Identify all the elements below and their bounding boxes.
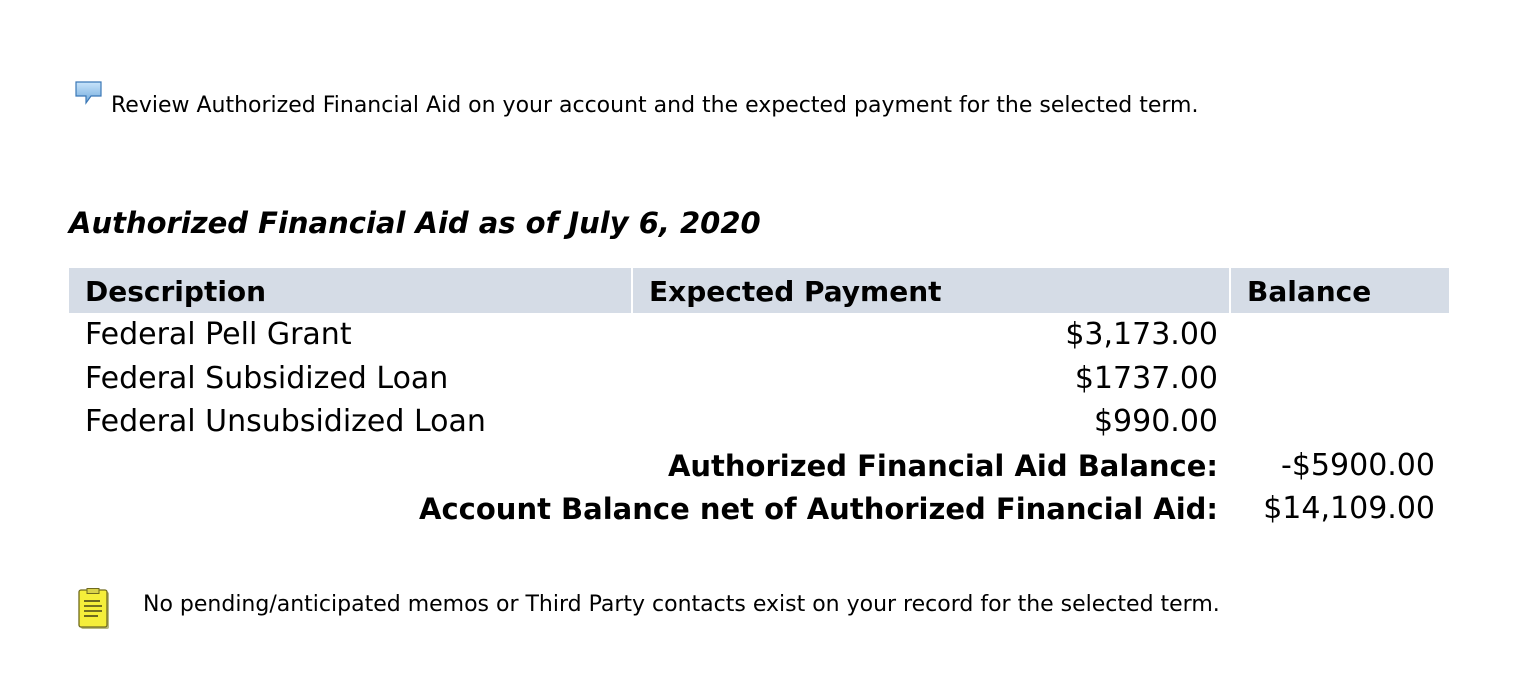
- column-header-description: Description: [69, 268, 631, 313]
- financial-aid-table: [69, 268, 1449, 531]
- net-balance-value: $14,109.00: [1263, 491, 1435, 526]
- row-description: Federal Unsubsidized Loan: [85, 404, 486, 439]
- column-header-balance: Balance: [1231, 268, 1449, 313]
- section-title: Authorized Financial Aid as of July 6, 2020: [69, 206, 761, 240]
- info-message: [74, 80, 1374, 120]
- table-row: [69, 357, 1449, 401]
- aid-balance-label: Authorized Financial Aid Balance:: [667, 448, 1218, 483]
- row-expected-payment: $990.00: [1093, 404, 1218, 439]
- table-row: [69, 400, 1449, 444]
- summary-row-net-balance: [69, 487, 1449, 531]
- memo-text: No pending/anticipated memos or Third Party contacts exist on your record for the selected term.: [143, 592, 1220, 617]
- row-expected-payment: $3,173.00: [1065, 317, 1218, 352]
- info-text: Review Authorized Financial Aid on your account and the expected payment for the selected term.: [111, 93, 1199, 118]
- table-header: [69, 268, 1449, 313]
- memo-note-icon: [78, 588, 112, 632]
- memo-message: [78, 588, 1378, 634]
- net-balance-label: Account Balance net of Authorized Financial Aid:: [419, 492, 1218, 526]
- column-header-expected-payment: Expected Payment: [633, 268, 1229, 313]
- summary-row-aid-balance: [69, 444, 1449, 488]
- row-description: Federal Subsidized Loan: [85, 360, 449, 396]
- aid-balance-value: -$5900.00: [1281, 447, 1435, 483]
- row-expected-payment: $1737.00: [1074, 360, 1218, 396]
- table-row: [69, 313, 1449, 357]
- speech-bubble-icon: [74, 80, 104, 108]
- row-description: Federal Pell Grant: [85, 317, 352, 352]
